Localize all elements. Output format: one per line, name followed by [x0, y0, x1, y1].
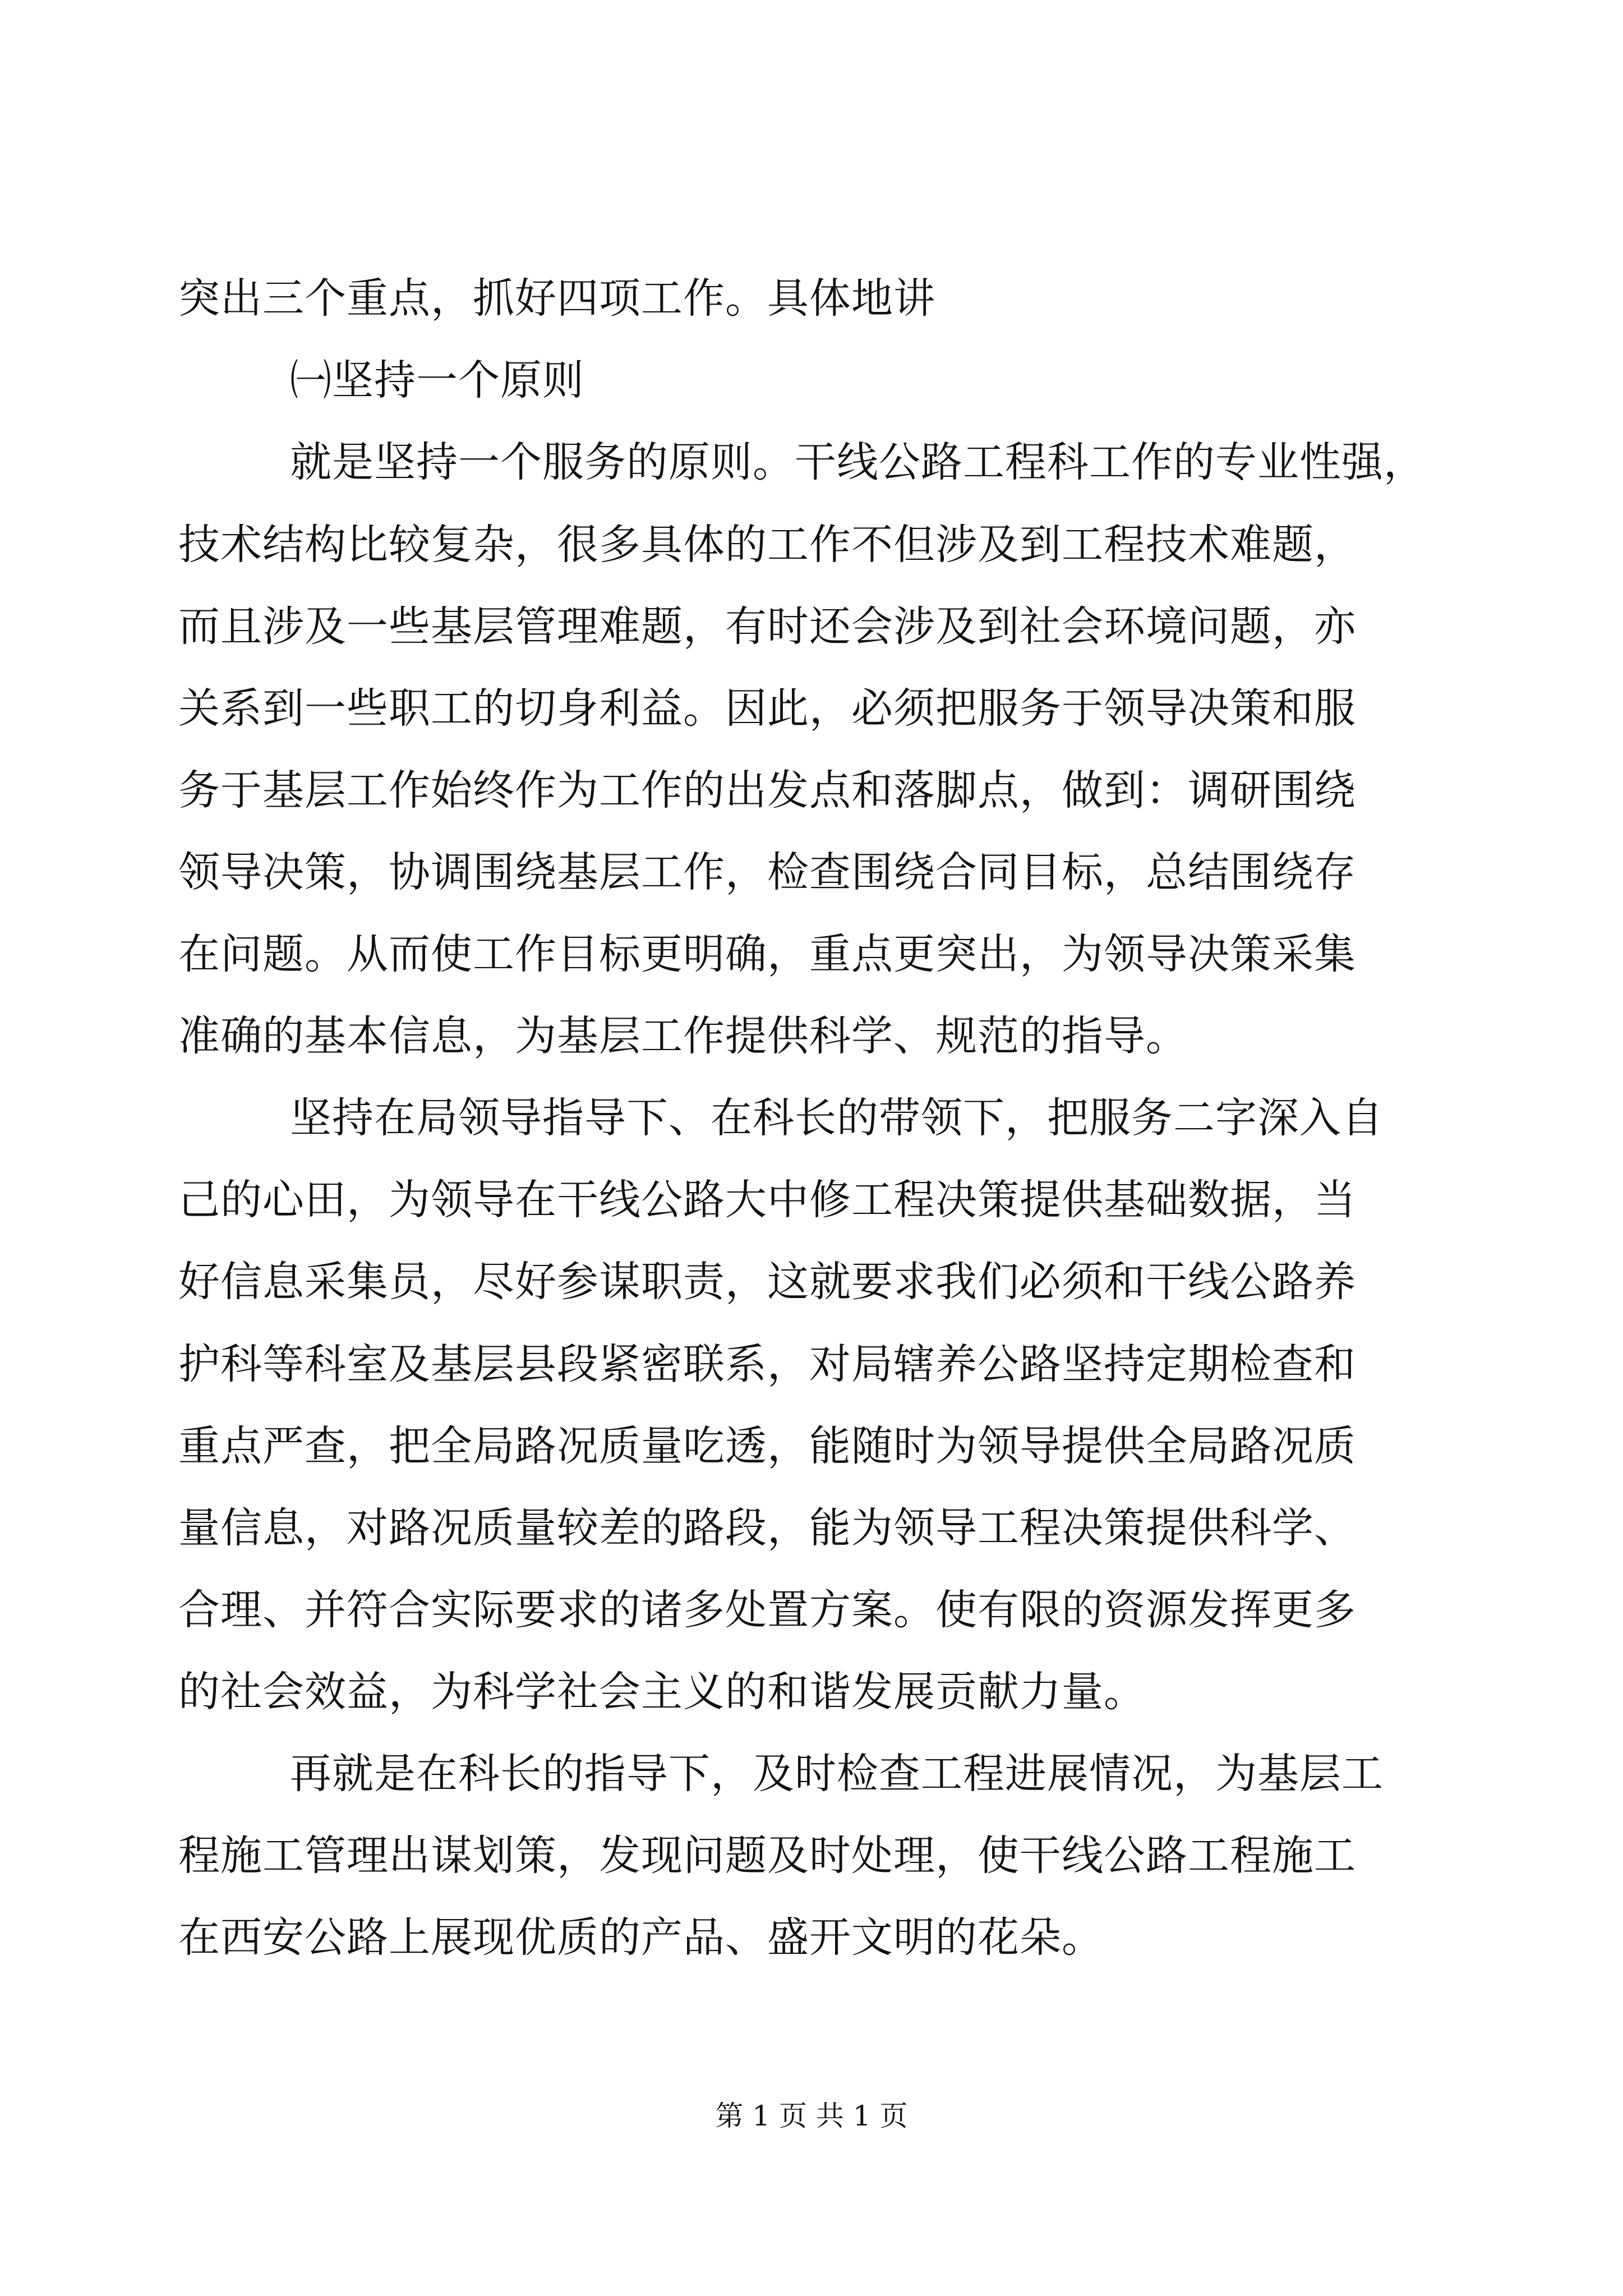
text-line-20: 程施工管理出谋划策，发现问题及时处理，使干线公路工程施工 — [178, 1832, 1356, 1880]
text-line-6: 关系到一些职工的切身利益。因此，必须把服务于领导决策和服 — [178, 684, 1356, 733]
text-line-11: 坚持在局领导指导下、在科长的带领下，把服务二字深入自 — [290, 1094, 1384, 1142]
text-line-1: 突出三个重点，抓好四项工作。具体地讲 — [178, 274, 935, 323]
text-line-7: 务于基层工作始终作为工作的出发点和落脚点，做到：调研围绕 — [178, 766, 1356, 815]
text-line-5: 而且涉及一些基层管理难题，有时还会涉及到社会环境问题，亦 — [178, 602, 1356, 651]
text-line-18: 的社会效益，为科学社会主义的和谐发展贡献力量。 — [178, 1668, 1146, 1716]
text-line-14: 护科等科室及基层县段紧密联系，对局辖养公路坚持定期检查和 — [178, 1340, 1356, 1388]
text-line-19: 再就是在科长的指导下，及时检查工程进展情况，为基层工 — [290, 1750, 1384, 1798]
page-footer: 第 1 页 共 1 页 — [715, 2100, 908, 2132]
text-line-13: 好信息采集员，尽好参谋职责，这就要求我们必须和干线公路养 — [178, 1258, 1356, 1306]
text-line-21: 在西安公路上展现优质的产品、盛开文明的花朵。 — [178, 1913, 1104, 1962]
text-line-4: 技术结构比较复杂，很多具体的工作不但涉及到工程技术难题， — [178, 521, 1356, 569]
text-line-16: 量信息，对路况质量较差的路段，能为领导工程决策提供科学、 — [178, 1504, 1356, 1552]
text-line-17: 合理、并符合实际要求的诸多处置方案。使有限的资源发挥更多 — [178, 1586, 1356, 1634]
text-line-8: 领导决策，协调围绕基层工作，检查围绕合同目标，总结围绕存 — [178, 848, 1356, 896]
text-line-12: 己的心田，为领导在干线公路大中修工程决策提供基础数据，当 — [178, 1176, 1356, 1224]
text-line-10: 准确的基本信息，为基层工作提供科学、规范的指导。 — [178, 1012, 1188, 1060]
text-line-3: 就是坚持一个服务的原则。干线公路工程科工作的专业性强， — [290, 438, 1426, 486]
text-line-9: 在问题。从而使工作目标更明确，重点更突出，为领导决策采集 — [178, 930, 1356, 978]
text-line-15: 重点严查，把全局路况质量吃透，能随时为领导提供全局路况质 — [178, 1422, 1356, 1470]
section-heading: ㈠坚持一个原则 — [290, 356, 584, 404]
